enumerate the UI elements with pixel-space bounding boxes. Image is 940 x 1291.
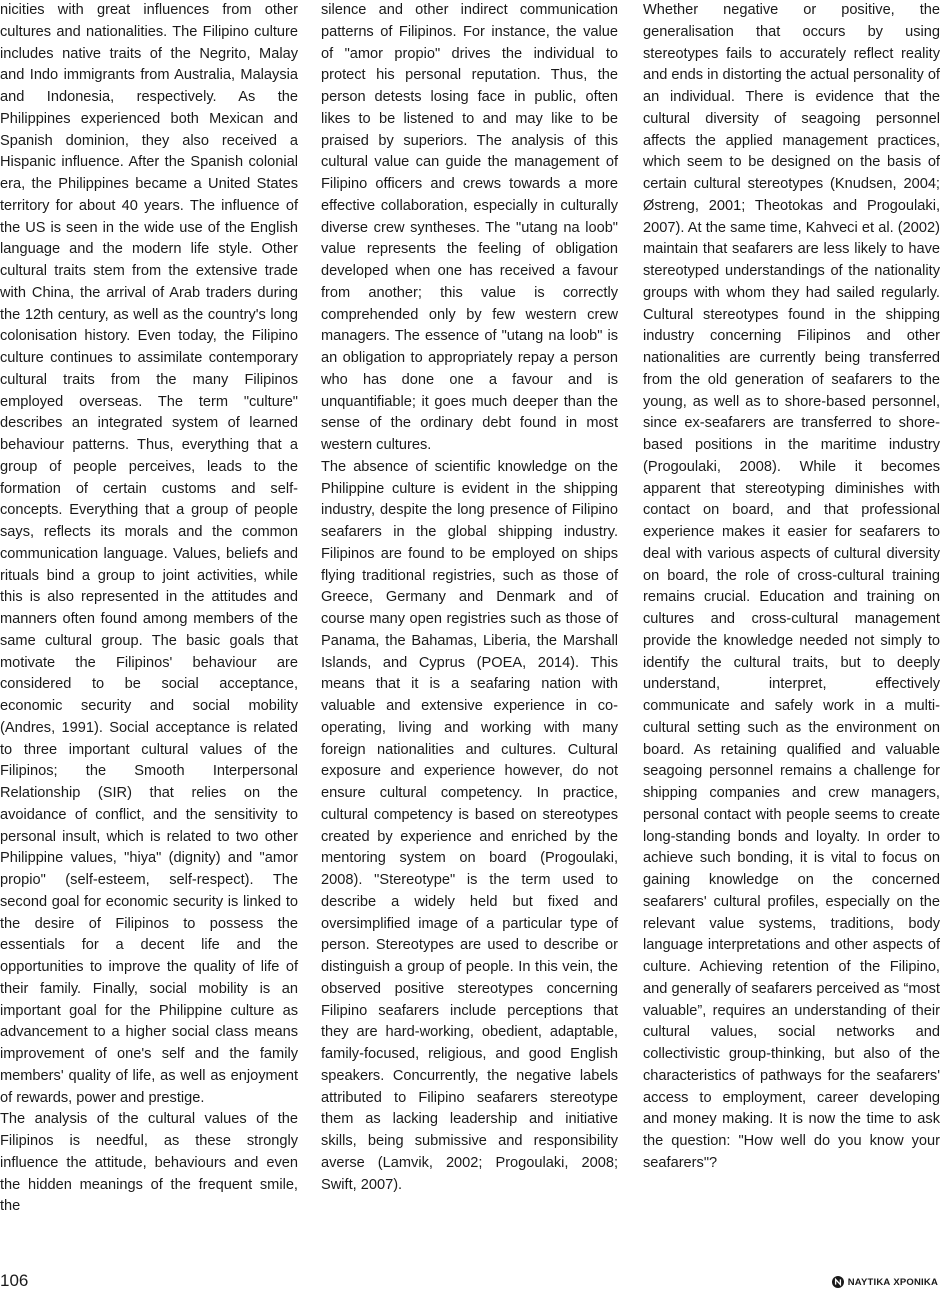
- text-column-2: [321, 0, 618, 1196]
- text-column-1: [0, 0, 298, 1218]
- text-column-3: [643, 0, 940, 1175]
- circle-n-logo-icon: [832, 1276, 844, 1288]
- paragraph: The analysis of the cultural values of the Filipinos is needful, as these strongly influence the attitude, behaviours and even the hidden meanings of the frequent smile, the: [0, 1111, 298, 1215]
- page-number: 106: [0, 1271, 29, 1290]
- publication-footer: [832, 1276, 938, 1288]
- paragraph: nicities with great influences from other cultures and nationalities. The Filipino culture includes native traits of the Negrito, Malay and Indo immigrants from Australia, Malaysia and Indonesia, respectively. As the Philippines experienced both Mexican and Spanish dominion, they also received a Hispanic influence. After the Spanish colonial era, the Philippines became a United States territory for about 40 years. The influence of the US is seen in the wide use of the English language and the modern life style. Other cultural traits stem from the extensive trade with China, the arrival of Arab traders during the 12th century, as well as the country's long colonisation history. Even today, the Filipino culture continues to assimilate contemporary cultural traits from the many Filipinos employed overseas. The term "culture" describes an integrated system of learned behaviour patterns. Thus, everything that a group of people perceives, leads to the formation of certain customs and self-concepts. Everything that a group of people says, reflects its morals and the common communication language. Values, beliefs and rituals bind a group to joint activities, while this is also represented in the attitudes and manners often found among members of the same cultural group. The basic goals that motivate the Filipinos' behaviour are considered to be social acceptance, economic security and social mobility (Andres, 1991). Social acceptance is related to three important cultural values of the Filipinos; the Smooth Interpersonal Relationship (SIR) that relies on the avoidance of conflict, and the sensitivity to personal insult, which is related to two other Philippine values, "hiya" (dignity) and "amor propio" (self-esteem, self-respect). The second goal for economic security is linked to the desire of Filipinos to possess the essentials for a decent life and the opportunities to improve the quality of life of their family. Finally, social mobility is an important goal for the Philippine culture as advancement to a higher social class means improvement of one's self and the family members' quality of life, as well as enjoyment of rewards, power and prestige.: [0, 2, 298, 1106]
- paragraph: The absence of scientific knowledge on the Philippine culture is evident in the shipping industry, despite the long presence of Filipino seafarers in the global shipping industry. Filipinos are found to be employed on ships flying traditional registries, such as those of Greece, Germany and Denmark and of course many open registries such as those of Panama, the Bahamas, Liberia, the Marshall Islands, and Cyprus (POEA, 2014). This means that it is a seafaring nation with valuable and extensive experience in co-operating, living and working with many foreign nationalities and cultures. Cultural exposure and experience however, do not ensure cultural competency. In practice, cultural competency is based on stereotypes created by experience and enriched by the mentoring system on board (Progoulaki, 2008). "Stereotype" is the term used to describe a widely held but fixed and oversimplified image of a particular type of person. Stereotypes are used to describe or distinguish a group of people. In this vein, the observed positive stereotypes concerning Filipino seafarers include perceptions that they are hard-working, obedient, adaptable, family-focused, religious, and good English speakers. Concurrently, the negative labels attributed to Filipino seafarers stereotype them as lacking leadership and initiative skills, being submissive and responsibility averse (Lamvik, 2002; Progoulaki, 2008; Swift, 2007).: [321, 458, 618, 1193]
- publication-name: ΝΑΥΤΙΚΑ ΧΡΟΝΙΚΑ: [847, 1276, 938, 1288]
- paragraph: silence and other indirect communication patterns of Filipinos. For instance, the value of "amor propio" drives the individual to protect his personal reputation. Thus, the person detests losing face in public, often likes to be listened to and may like to be praised by superiors. The analysis of this cultural value can guide the management of Filipino officers and crews towards a more effective collaboration, especially in culturally diverse crew syntheses. The "utang na loob" value represents the feeling of obligation developed when one has received a favour from another; this value is correctly comprehended only by few western crew managers. The essence of "utang na loob" is an obligation to appropriately repay a person who has done one a favour and is unquantifiable; it goes much deeper than the sense of the ordinary debt found in most western cultures.: [321, 2, 618, 453]
- paragraph: Whether negative or positive, the generalisation that occurs by using stereotypes fails to accurately reflect reality and ends in distorting the actual personality of an individual. There is evidence that the cultural diversity of seagoing personnel affects the applied management practices, which seem to be designed on the basis of certain cultural stereotypes (Knudsen, 2004; Østreng, 2001; Theotokas and Progoulaki, 2007). At the same time, Kahveci et al. (2002) maintain that seafarers are less likely to have stereotyped understandings of the nationality groups with whom they had sailed regularly. Cultural stereotypes found in the shipping industry concerning Filipinos and other nationalities are currently being transferred from the old generation of seafarers to the young, as well as to shore-based personnel, since ex-seafarers are transferred to shore-based positions in the maritime industry (Progoulaki, 2008). While it becomes apparent that stereotyping diminishes with contact on board, and that professional experience makes it easier for seafarers to deal with various aspects of cultural diversity on board, the role of cross-cultural training remains crucial. Education and training on cultures and cross-cultural management provide the knowledge needed not simply to identify the cultural traits, but to deeply understand, interpret, effectively communicate and safely work in a multi-cultural setting such as the environment on board. As retaining qualified and valuable seagoing personnel remains a challenge for shipping companies and crew managers, personal contact with people seems to create long-standing bonds and loyalty. In order to achieve such bonding, it is vital to focus on gaining knowledge on the concerned seafarers' cultural profiles, especially on the relevant value systems, traditions, body language interpretations and other aspects of culture. Achieving retention of the Filipino, and generally of seafarers perceived as “most valuable”, requires an understanding of their cultural values, social networks and collectivistic group-thinking, but also of the characteristics of pathways for the seafarers' access to employment, career developing and money making. It is now the time to ask the question: "How well do you know your seafarers"?: [643, 2, 940, 1171]
